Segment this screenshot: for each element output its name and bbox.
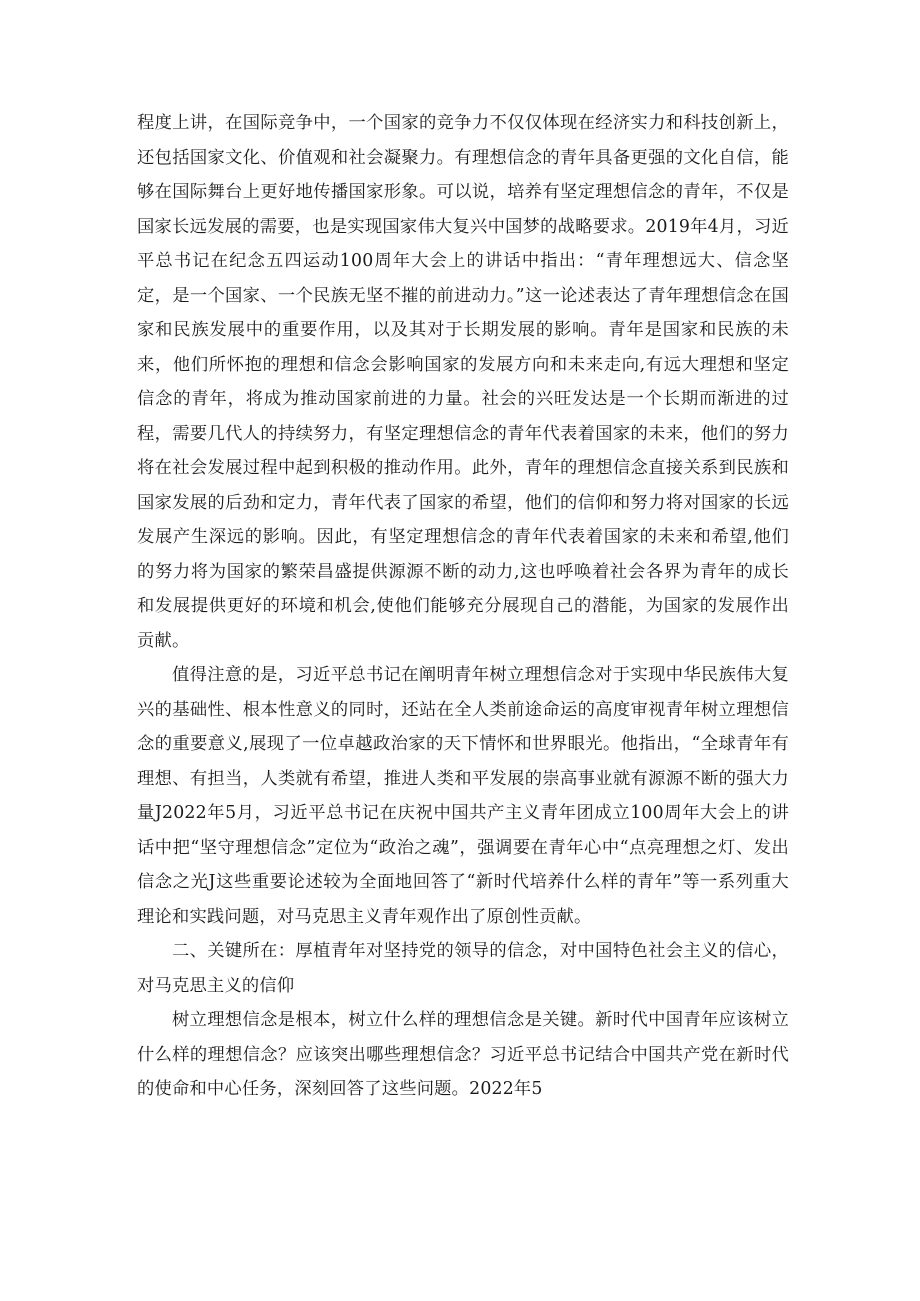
paragraph-3: 树立理想信念是根本，树立什么样的理想信念是关键。新时代中国青年应该树立什么样的理想信念？应该突出哪些理想信念？习近平总书记结合中国共产党在新时代的使命和中心任务，深刻回答了这些问题。2022年5 [137,1010,789,1099]
document-body [137,106,789,1107]
section-heading-2: 二、关键所在：厚植青年对坚持党的领导的信念，对中国特色社会主义的信心，对马克思主义的信仰 [137,941,789,996]
paragraph-2: 值得注意的是，习近平总书记在阐明青年树立理想信念对于实现中华民族伟大复兴的基础性、根本性意义的同时，还站在全人类前途命运的高度审视青年树立理想信念的重要意义,展现了一位卓越政治家的天下情怀和世界眼光。他指出，“全球青年有理想、有担当，人类就有希望，推进人类和平发展的崇高事业就有源源不断的强大力量J2022年5月，习近平总书记在庆祝中国共产主义青年团成立100周年大会上的讲话中把“坚守理想信念”定位为“政治之魂”，强调要在青年心中“点亮理想之灯、发出信念之光J这些重要论述较为全面地回答了“新时代培养什么样的青年”等一系列重大理论和实践问题，对马克思主义青年观作出了原创性贡献。 [137,665,789,927]
paragraph-1: 程度上讲，在国际竞争中，一个国家的竞争力不仅仅体现在经济实力和科技创新上，还包括国家文化、价值观和社会凝聚力。有理想信念的青年具备更强的文化自信，能够在国际舞台上更好地传播国家形象。可以说，培养有坚定理想信念的青年，不仅是国家长远发展的需要，也是实现国家伟大复兴中国梦的战略要求。2019年4月，习近平总书记在纪念五四运动100周年大会上的讲话中指出：“青年理想远大、信念坚定，是一个国家、一个民族无坚不摧的前进动力。”这一论述表达了青年理想信念在国家和民族发展中的重要作用，以及其对于长期发展的影响。青年是国家和民族的未来，他们所怀抱的理想和信念会影响国家的发展方向和未来走向,有远大理想和坚定信念的青年，将成为推动国家前进的力量。社会的兴旺发达是一个长期而渐进的过程，需要几代人的持续努力，有坚定理想信念的青年代表着国家的未来，他们的努力将在社会发展过程中起到积极的推动作用。此外，青年的理想信念直接关系到民族和国家发展的后劲和定力，青年代表了国家的希望，他们的信仰和努力将对国家的长远发展产生深远的影响。因此，有坚定理想信念的青年代表着国家的未来和希望,他们的努力将为国家的繁荣昌盛提供源源不断的动力,这也呼唤着社会各界为青年的成长和发展提供更好的环境和机会,使他们能够充分展现自己的潜能，为国家的发展作出贡献。 [137,113,789,651]
